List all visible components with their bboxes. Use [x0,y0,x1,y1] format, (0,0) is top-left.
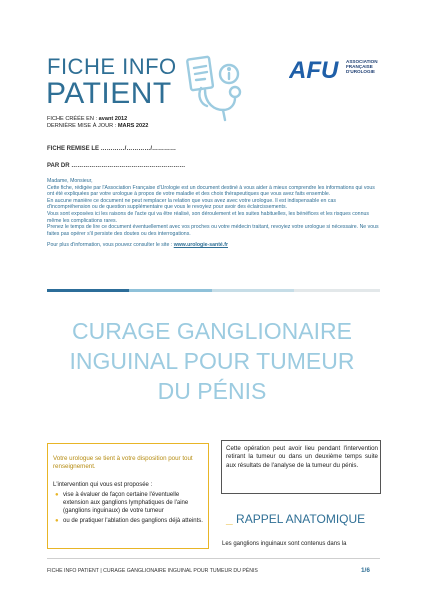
intro-text [47,178,380,249]
footer-divider [47,558,380,559]
intro-paragraph-2: En aucune manière ce document ne peut remplacer la relation que vous avez avec votre urologue. Il est indispensable en cas d'incompréhension ou de question supplémentaire que vous le revoyiez pour avoir des éclaircissements. [47,197,336,211]
page-number: 1/6 [361,567,370,574]
footer-title: FICHE INFO PATIENT | CURAGE GANGLIONAIRE INGUINAL POUR TUMEUR DU PÉNIS [47,568,258,574]
document-title: CURAGE GANGLIONAIRE INGUINAL POUR TUMEUR DU PÉNIS [69,318,355,404]
updated-date: DERNIÈRE MISE À JOUR : MARS 2022 [47,123,149,129]
list-item: ● vise à évaluer de façon certaine l'éventuelle extension aux ganglions lymphatiques de l'aine (ganglions inguinaux) de votre tumeur [55,492,189,514]
header-patient: PATIENT [46,77,172,110]
info-box-intro: L'intervention qui vous est proposée : [53,482,153,488]
divider-segment [294,289,380,292]
created-date: FICHE CRÉÉE EN : avant 2012 [47,116,128,122]
intro-greeting: Madame, Monsieur, [47,178,93,184]
intro-paragraph-3: Vous sont exposées ici les raisons de l'acte qui va être réalisé, son déroulement et les suites habituelles, les bénéfices et les risques connus même les complications rares. [47,210,369,224]
info-box-right-text: Cette opération peut avoir lieu pendant l'intervention retirant la tumeur ou dans un deuxième temps suite aux résultats de l'analyse de la tumeur du pénis. [226,445,378,469]
section-text: Les ganglions inguinaux sont contenus dans la [222,541,347,547]
divider-segment [212,289,294,292]
section-heading: _ RAPPEL ANATOMIQUE [226,512,366,526]
info-box-lead: Votre urologue se tient à votre disposition pour tout renseignement. [53,455,193,471]
field-remise-date: FICHE REMISE LE …………/…………/………… [47,146,177,152]
site-link[interactable]: www.urologie-santé.fr [173,242,228,249]
divider-segment [129,289,212,292]
intro-paragraph-4: Prenez le temps de lire ce document éventuellement avec vos proches ou votre médecin traitant, revoyiez votre urologue si nécessaire. Ne vous faites pas opérer s'il persiste des doutes ou des interrogations. [47,224,379,237]
header-fiche-info: FICHE INFO [47,54,177,79]
info-box-list [55,491,205,527]
bullet-icon: ● [55,492,59,498]
divider-segment [47,289,129,292]
afu-logo-text: ASSOCIATION FRANÇAISE D'UROLOGIE [346,59,378,74]
field-doctor: PAR DR ………………………………………………… [47,163,186,169]
intro-paragraph-5: Pour plus d'information, vous pouvez consulter le site : www.urologie-santé.fr [47,242,228,249]
info-box-left [47,443,209,549]
clipboard-stethoscope-info-icon [183,52,245,130]
intro-paragraph-1: Cette fiche, rédigée par l'Association Française d'Urologie est un document destiné à vous aider à mieux comprendre les informations qui vous ont été expliquées par votre urologue à propos de votre maladie et des choix thérapeutiques que vous avez faits ensemble. [47,184,375,198]
svg-text:AFU: AFU [289,57,339,81]
info-box-right [221,440,381,494]
list-item: ● ou de pratiquer l'ablation des ganglions déjà atteints. [55,518,203,524]
bullet-icon: ● [55,518,59,524]
